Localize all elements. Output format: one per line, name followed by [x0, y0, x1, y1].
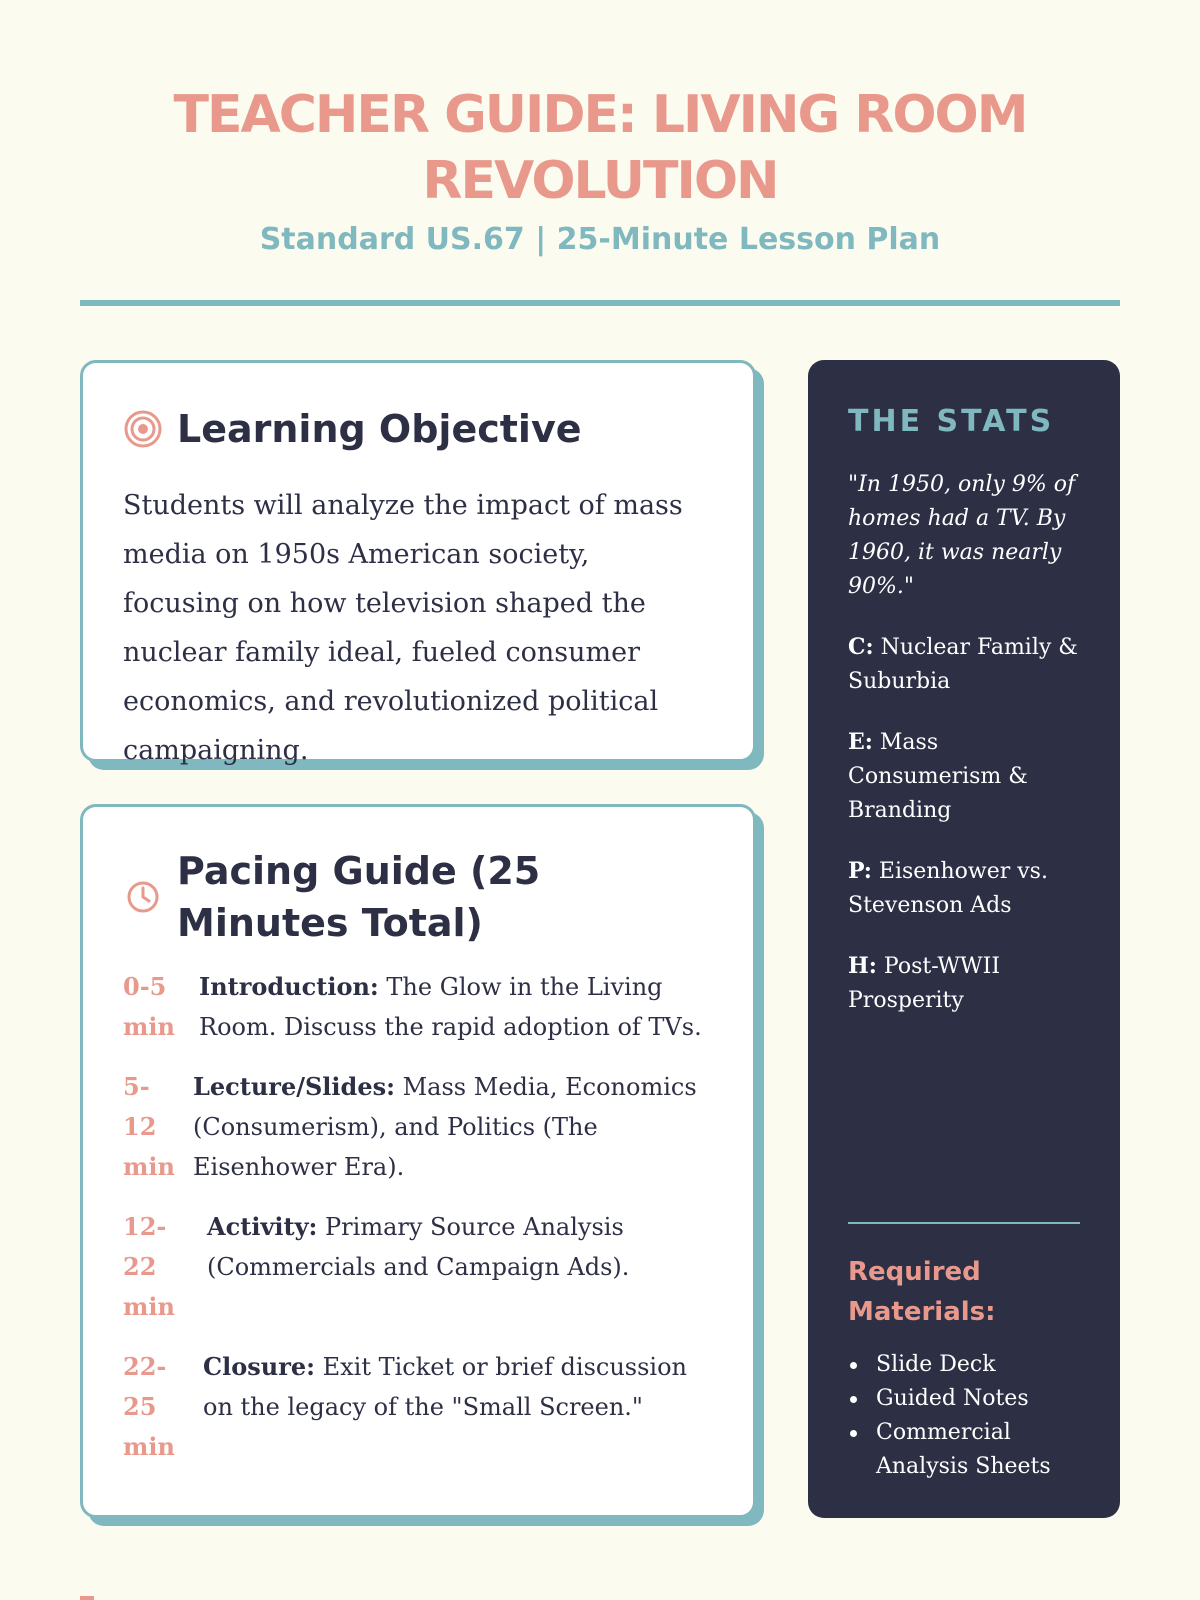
page-title: TEACHER GUIDE: LIVING ROOM REVOLUTION: [173, 85, 1027, 211]
stat-key: P:: [848, 858, 872, 884]
pacing-time: 5-12 min: [123, 1072, 175, 1181]
pacing-label: Activity:: [207, 1212, 318, 1241]
pacing-heading: Pacing Guide (25 Minutes Total): [177, 849, 541, 945]
materials-item: Slide Deck: [848, 1348, 1088, 1382]
stats-title: THE STATS: [848, 404, 1055, 439]
materials-item: Commercial Analysis Sheets: [848, 1416, 1088, 1484]
objective-text: Students will analyze the impact of mass media on 1950s American society, focusing on how television shaped the nuclear family ideal, fueled consumer economics, and revolutionized political campaigning.: [123, 490, 683, 766]
learning-objective-card: [80, 360, 756, 766]
clock-icon: [123, 877, 163, 917]
pacing-text: Mass Media, Economics (Consumerism), and Politics (The Eisenhower Era).: [193, 1073, 697, 1181]
stat-key: C:: [848, 634, 874, 660]
pacing-label: Closure:: [203, 1352, 315, 1381]
pacing-time: 12-22 min: [123, 1212, 175, 1321]
pacing-header: [123, 845, 713, 949]
materials-list: [848, 1348, 1088, 1484]
objective-header: [123, 403, 713, 455]
stat-line: [848, 854, 1080, 923]
pacing-item: [123, 1347, 713, 1467]
pacing-text: Primary Source Analysis (Commercials and Campaign Ads).: [207, 1213, 630, 1281]
pacing-label: Lecture/Slides:: [193, 1072, 395, 1101]
stats-sidebar: [808, 360, 1120, 1518]
pacing-text: The Glow in the Living Room. Discuss the rapid adoption of TVs.: [199, 973, 702, 1041]
pacing-item: [123, 1067, 713, 1187]
stat-text: Nuclear Family & Suburbia: [848, 635, 1078, 694]
pacing-item: [123, 967, 713, 1047]
pacing-item: [123, 1207, 713, 1327]
pacing-time: 22-25 min: [123, 1352, 175, 1461]
pacing-label: Introduction:: [199, 972, 379, 1001]
objective-heading: Learning Objective: [177, 407, 582, 451]
stat-text: Eisenhower vs. Stevenson Ads: [848, 859, 1048, 918]
materials-title: Required Materials:: [848, 1257, 996, 1327]
stat-text: Post-WWII Prosperity: [848, 954, 1001, 1013]
stats-quote: "In 1950, only 9% of homes had a TV. By 1960, it was nearly 90%.": [848, 472, 1076, 599]
materials-item: Guided Notes: [848, 1382, 1088, 1416]
pacing-description: [199, 967, 713, 1047]
pacing-list: [123, 967, 713, 1467]
pacing-description: [193, 1067, 713, 1187]
stat-line: [848, 630, 1080, 699]
sidebar-divider: [848, 1222, 1080, 1224]
page-header: [80, 82, 1120, 260]
footer-accent: [80, 1596, 94, 1600]
stat-line: [848, 725, 1080, 828]
stat-key: H:: [848, 953, 877, 979]
pacing-description: [207, 1207, 713, 1327]
stat-line: [848, 949, 1080, 1018]
pacing-guide-card: [80, 804, 756, 1518]
target-icon: [123, 409, 163, 449]
stat-key: E:: [848, 729, 873, 755]
header-divider: [80, 300, 1120, 306]
page-subtitle: Standard US.67 | 25-Minute Lesson Plan: [259, 222, 941, 257]
stat-text: Mass Consumerism & Branding: [848, 730, 1028, 823]
pacing-time: 0-5 min: [123, 972, 175, 1041]
pacing-description: [203, 1347, 713, 1467]
pacing-text: Exit Ticket or brief discussion on the legacy of the "Small Screen.": [203, 1353, 687, 1421]
